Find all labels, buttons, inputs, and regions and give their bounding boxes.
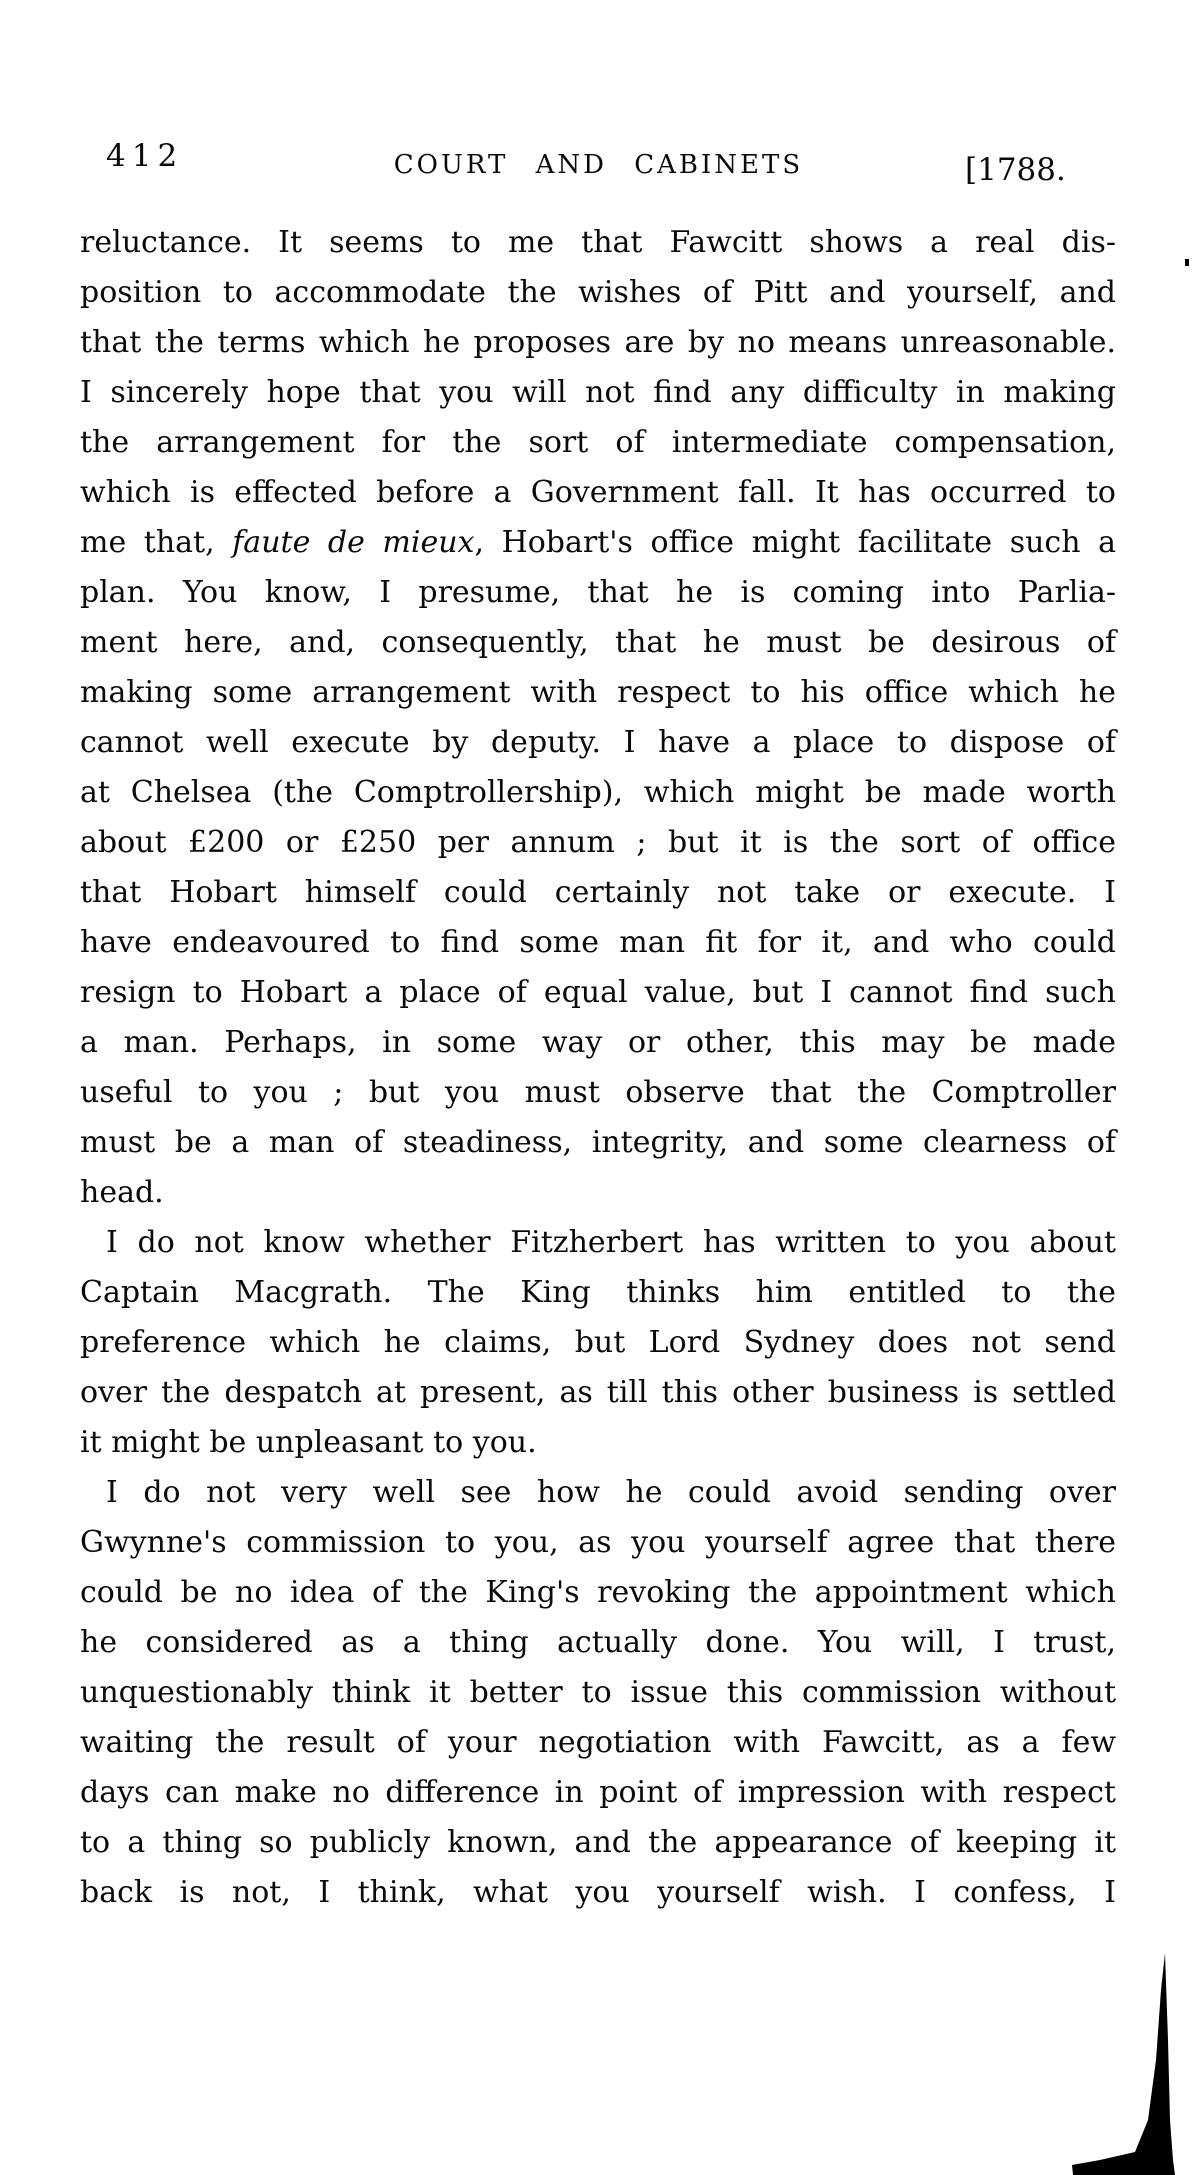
- text-line: cannot well execute by deputy. I have a place to dispose of: [80, 725, 1116, 760]
- text-line: unquestionably think it better to issue this commission without: [80, 1675, 1116, 1710]
- text-line: back is not, I think, what you yourself wish. I confess, I: [80, 1875, 1116, 1910]
- text-line: useful to you ; but you must observe that the Comptroller: [80, 1075, 1116, 1110]
- ink-speck-artifact: [1185, 259, 1189, 266]
- text-line: that the terms which he proposes are by no means unreasonable.: [80, 325, 1116, 360]
- text-line: me that, faute de mieux, Hobart's office might facilitate such a: [80, 525, 1116, 560]
- text-line: must be a man of steadiness, integrity, and some clearness of: [80, 1125, 1116, 1160]
- text-line: could be no idea of the King's revoking the appointment which: [80, 1575, 1116, 1610]
- text-line: have endeavoured to find some man fit for it, and who could: [80, 925, 1116, 960]
- text-line: I sincerely hope that you will not find any difficulty in making: [80, 375, 1116, 410]
- text-line: ment here, and, consequently, that he must be desirous of: [80, 625, 1116, 660]
- text-line: a man. Perhaps, in some way or other, this may be made: [80, 1025, 1116, 1060]
- text-line: I do not very well see how he could avoid sending over: [106, 1475, 1116, 1510]
- text-line: waiting the result of your negotiation with Fawcitt, as a few: [80, 1725, 1116, 1760]
- scan-ink-blob-artifact: [1040, 1940, 1197, 2175]
- text-line: head.: [80, 1175, 164, 1210]
- text-line: days can make no difference in point of impression with respect: [80, 1775, 1116, 1810]
- text-line: about £200 or £250 per annum ; but it is the sort of office: [80, 825, 1116, 860]
- text-line: I do not know whether Fitzherbert has written to you about: [106, 1225, 1116, 1260]
- text-line: over the despatch at present, as till this other business is settled: [80, 1375, 1116, 1410]
- text-line: the arrangement for the sort of intermediate compensation,: [80, 425, 1116, 460]
- text-line: it might be unpleasant to you.: [80, 1425, 537, 1460]
- text-line: that Hobart himself could certainly not take or execute. I: [80, 875, 1116, 910]
- italic-phrase: faute de mieux: [232, 525, 475, 560]
- text-line: at Chelsea (the Comptrollership), which might be made worth: [80, 775, 1116, 810]
- page-number: 412: [106, 138, 184, 174]
- text-line: to a thing so publicly known, and the appearance of keeping it: [80, 1825, 1116, 1860]
- page-body: [80, 218, 1116, 1918]
- text-line: Gwynne's commission to you, as you yourself agree that there: [80, 1525, 1116, 1560]
- text-line: resign to Hobart a place of equal value, but I cannot find such: [80, 975, 1116, 1010]
- running-header-title: COURT AND CABINETS: [393, 150, 804, 180]
- text-line: plan. You know, I presume, that he is coming into Parlia-: [80, 575, 1116, 610]
- running-header-year: [1788.: [965, 152, 1066, 188]
- text-line: he considered as a thing actually done. You will, I trust,: [80, 1625, 1116, 1660]
- text-line: which is effected before a Government fall. It has occurred to: [80, 475, 1116, 510]
- text-line: reluctance. It seems to me that Fawcitt shows a real dis-: [80, 225, 1116, 260]
- text-line: preference which he claims, but Lord Sydney does not send: [80, 1325, 1116, 1360]
- text-line: position to accommodate the wishes of Pitt and yourself, and: [80, 275, 1116, 310]
- text-line: making some arrangement with respect to his office which he: [80, 675, 1116, 710]
- text-line: Captain Macgrath. The King thinks him entitled to the: [80, 1275, 1116, 1310]
